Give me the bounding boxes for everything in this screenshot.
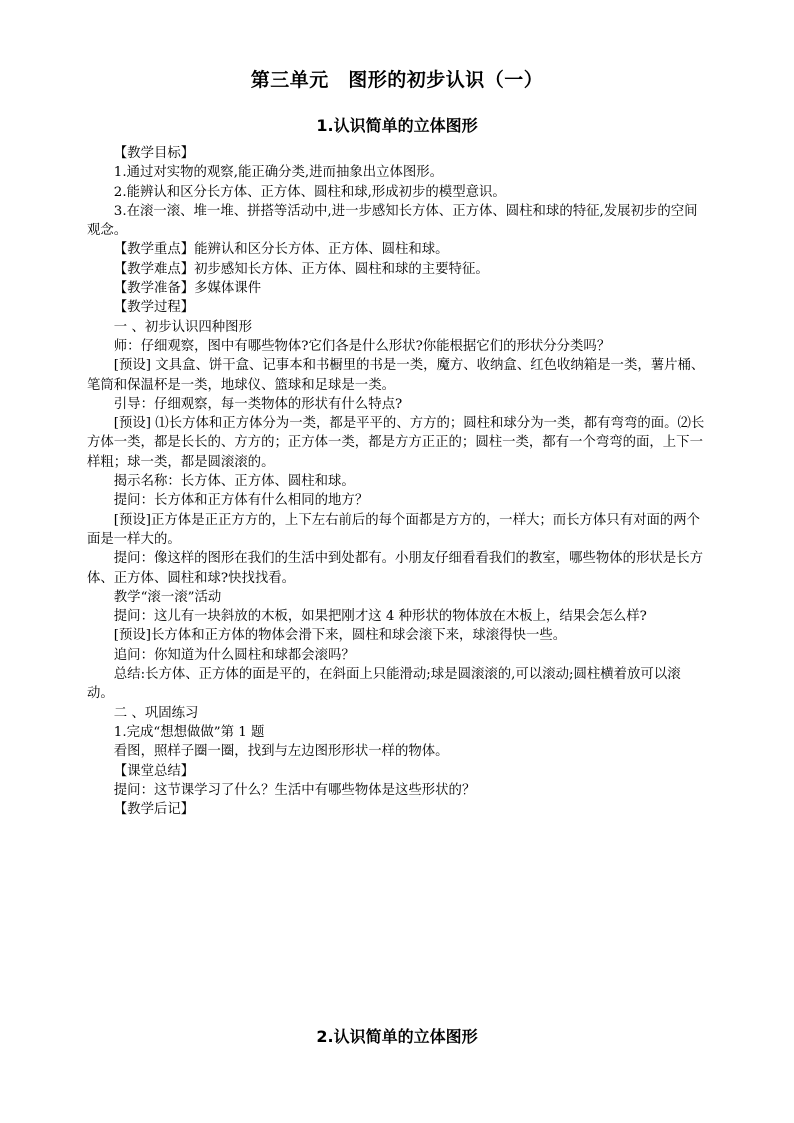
- paragraph: [预设]正方体是正正方方的，上下左右前后的每个面都是方方的，一样大；而长方体只有对面的两个面是一样大的。: [87, 512, 701, 547]
- paragraph: 1.通过对实物的观察,能正确分类,进而抽象出立体图形。: [113, 165, 444, 181]
- paragraph: 【教学后记】: [113, 802, 195, 818]
- paragraph: 一 、初步认识四种图形: [113, 319, 252, 335]
- paragraph: 【教学难点】初步感知长方体、正方体、圆柱和球的主要特征。: [113, 261, 489, 277]
- paragraph: 二 、巩固练习: [113, 705, 199, 721]
- paragraph: 【教学准备】多媒体课件: [113, 281, 262, 297]
- paragraph: 总结:长方体、正方体的面是平的，在斜面上只能滑动;球是圆滚滚的,可以滚动;圆柱横着放可以滚动。: [87, 667, 681, 702]
- paragraph: 3.在滚一滚、堆一堆、拼搭等活动中,进一步感知长方体、正方体、圆柱和球的特征,发展初步的空间观念。: [87, 203, 698, 239]
- paragraph: 师：仔细观察，图中有哪些物体?它们各是什么形状?你能根据它们的形状分分类吗？: [113, 338, 611, 354]
- lesson-title: 1.认识简单的立体图形: [316, 116, 478, 135]
- paragraph: 提问：这儿有一块斜放的木板，如果把刚才这 4 种形状的物体放在木板上，结果会怎么样?: [113, 609, 647, 625]
- paragraph: 揭示名称：长方体、正方体、圆柱和球。: [113, 474, 355, 490]
- paragraph: 1.完成“想想做做”第 1 题: [113, 724, 265, 740]
- paragraph: 看图，照样子圈一圈，找到与左边图形形状一样的物体。: [113, 744, 449, 760]
- paragraph: 2.能辨认和区分长方体、正方体、圆柱和球,形成初步的模型意识。: [113, 184, 506, 200]
- paragraph: 【课堂总结】: [113, 763, 195, 779]
- paragraph: 引导：仔细观察，每一类物体的形状有什么特点?: [113, 396, 403, 412]
- paragraph: 【教学重点】能辨认和区分长方体、正方体、圆柱和球。: [113, 242, 449, 258]
- unit-title: 第三单元 图形的初步认识（一）: [250, 69, 544, 91]
- paragraph: 【教学目标】: [113, 146, 195, 161]
- paragraph: 提问：像这样的图形在我们的生活中到处都有。小朋友仔细看看我们的教室，哪些物体的形状是长方 体、正方体、圆柱和球?快找找看。: [87, 551, 712, 586]
- paragraph: 提问：长方体和正方体有什么相同的地方？: [113, 493, 369, 509]
- paragraph: 【教学过程】: [113, 300, 195, 316]
- paragraph: 提问：这节课学习了什么？生活中有哪些物体是这些形状的？: [113, 782, 476, 798]
- paragraph: [预设] ⑴长方体和正方体分为一类，都是平平的、方方的；圆柱和球分为一类，都有弯弯的面。⑵长方体一类，都是长长的、方方的；正方体一类，都是方方正正的；圆柱一类，都有一个弯弯的面，上下一样粗；球一类，都是圆滚滚的。: [87, 416, 705, 470]
- next-lesson-title: 2.认识简单的立体图形: [316, 1027, 478, 1046]
- paragraph: [预设]长方体和正方体的物体会滑下来，圆柱和球会滚下来，球滚得快一些。: [113, 628, 567, 644]
- paragraph: 教学“滚一滚”活动: [113, 589, 222, 605]
- paragraph: 追问：你知道为什么圆柱和球都会滚吗？: [113, 647, 355, 663]
- paragraph: [预设] 文具盒、饼干盒、记事本和书橱里的书是一类，魔方、收纳盒、红色收纳箱是一类，薯片桶、笔筒和保温杯是一类，地球仪、篮球和足球是一类。: [87, 358, 705, 393]
- lesson-body: [87, 144, 712, 819]
